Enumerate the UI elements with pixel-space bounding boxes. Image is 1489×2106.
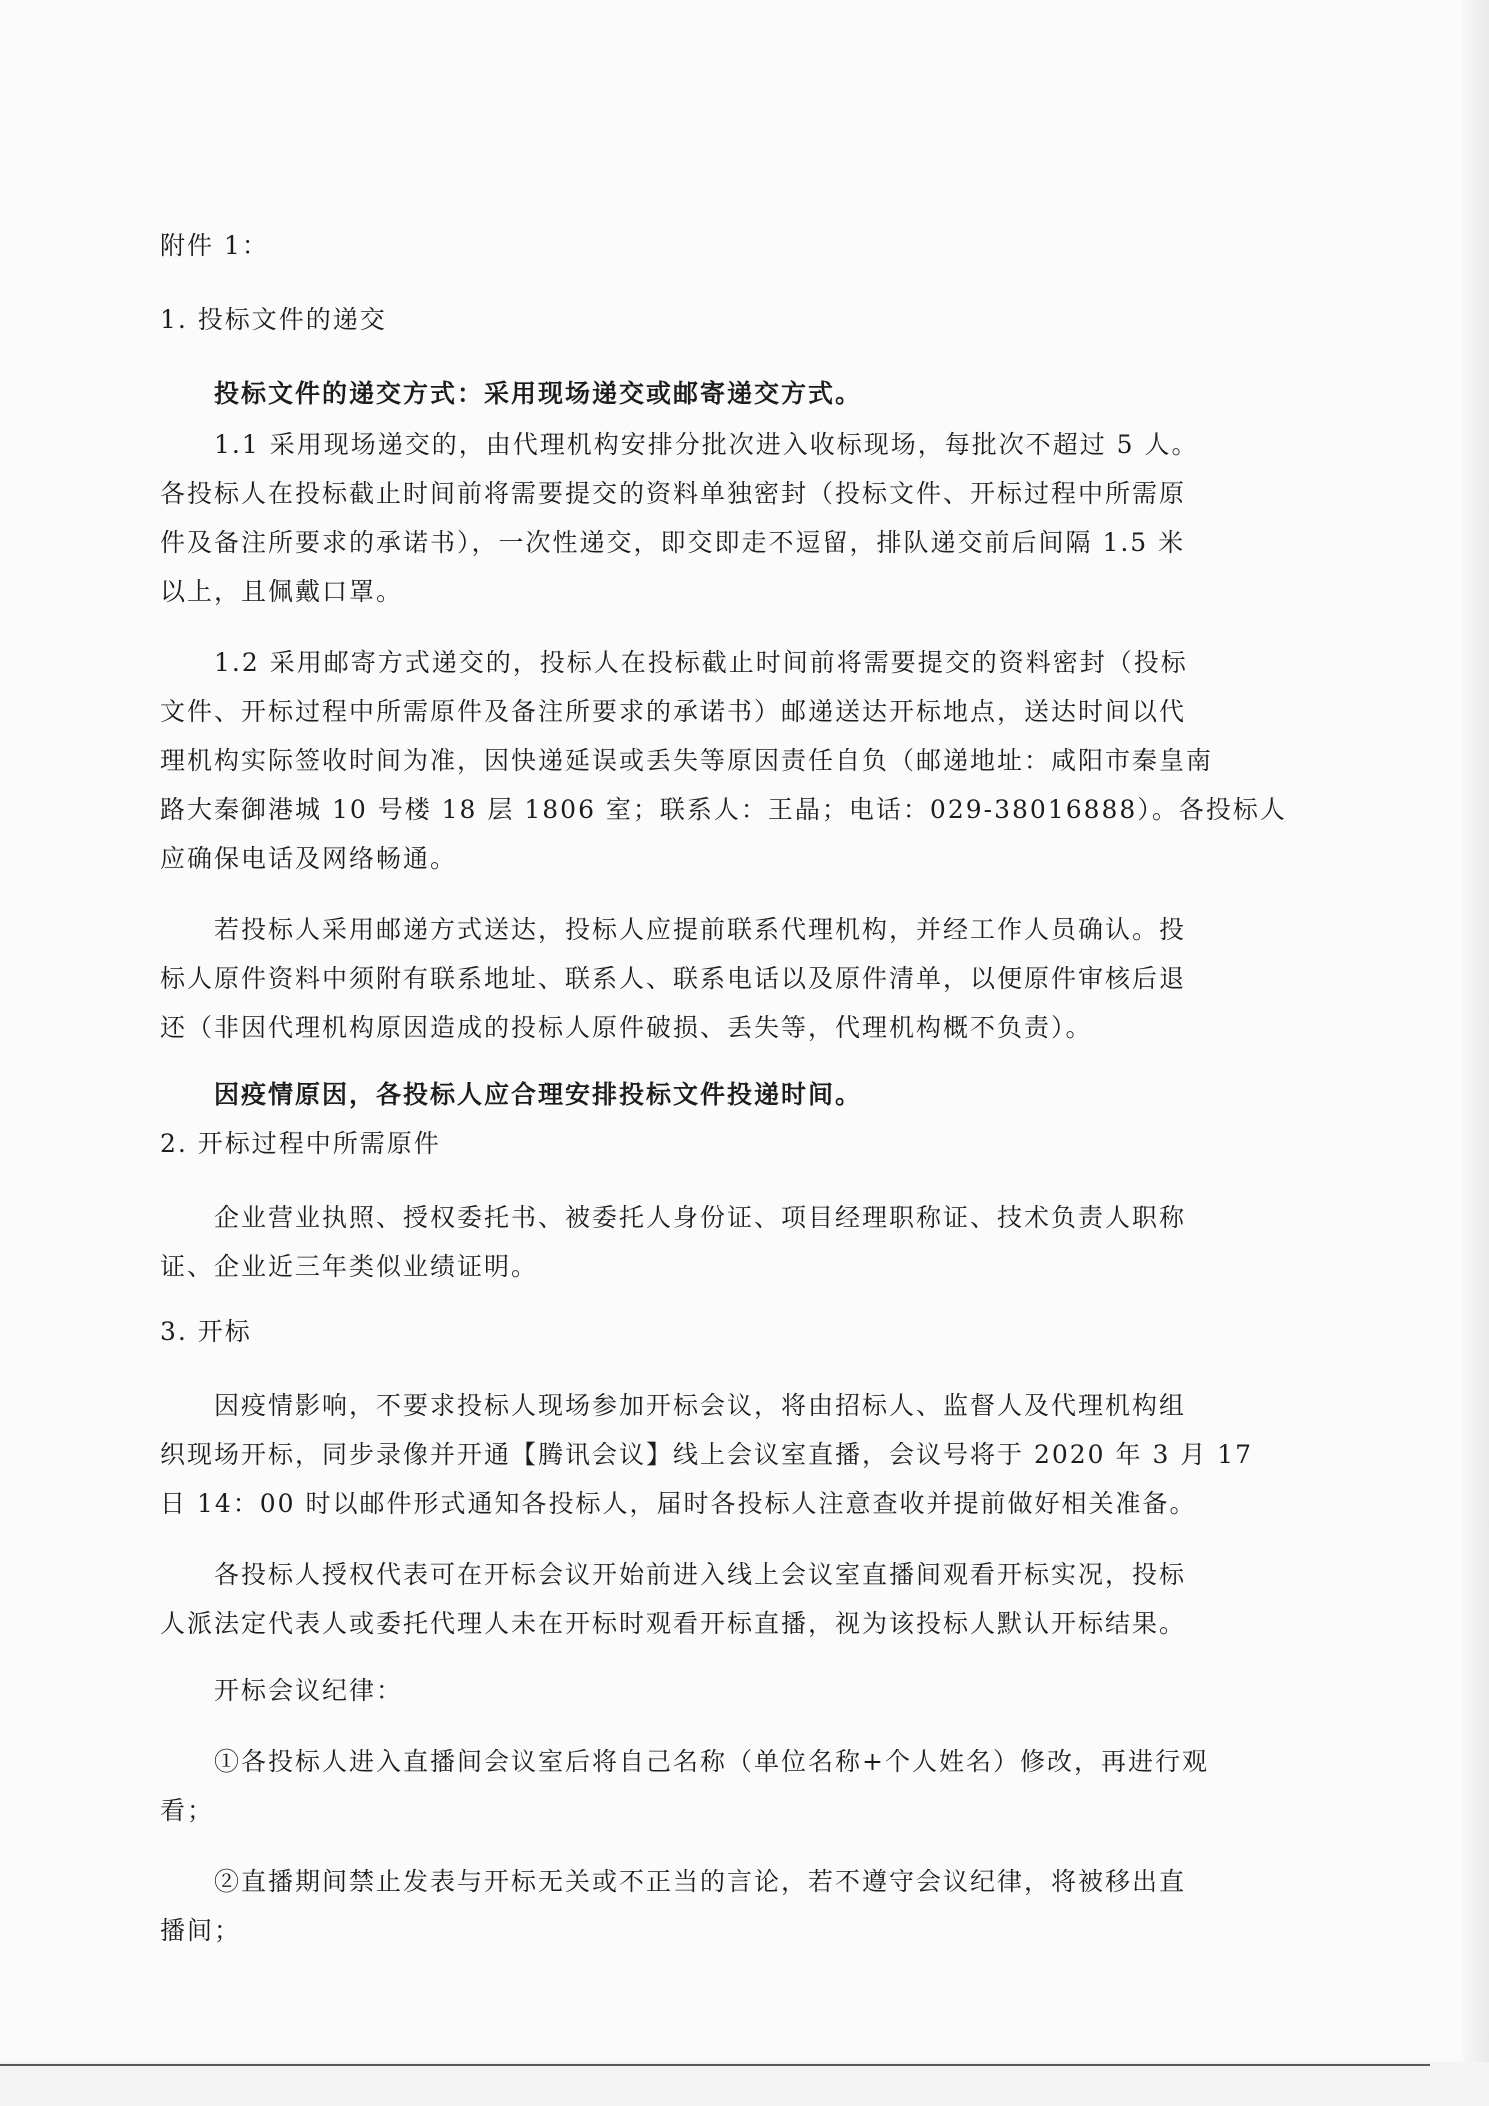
paragraph-line: 看； (160, 1796, 215, 1825)
paragraph-line: 1.1 采用现场递交的，由代理机构安排分批次进入收标现场，每批次不超过 5 人。 (214, 430, 1199, 459)
scan-bottom-line (0, 2064, 1430, 2066)
scan-edge-bottom (0, 2062, 1489, 2106)
paragraph-line: ①各投标人进入直播间会议室后将自己名称（单位名称+个人姓名）修改，再进行观 (214, 1747, 1209, 1776)
section-3-heading: 3. 开标 (160, 1317, 252, 1346)
paragraph-line: 应确保电话及网络畅通。 (160, 844, 458, 873)
paragraph-line: 各投标人授权代表可在开标会议开始前进入线上会议室直播间观看开标实况，投标 (214, 1560, 1187, 1589)
attachment-title: 附件 1： (160, 231, 269, 260)
delivery-method: 投标文件的递交方式：采用现场递交或邮寄递交方式。 (214, 379, 863, 408)
rule-1 (160, 1737, 1245, 1835)
paragraph-line: 1.2 采用邮寄方式递交的，投标人在投标截止时间前将需要提交的资料密封（投标 (214, 648, 1188, 677)
paragraph-line: 文件、开标过程中所需原件及备注所要求的承诺书）邮递送达开标地点，送达时间以代 (160, 697, 1187, 726)
paragraph-line: 各投标人在投标截止时间前将需要提交的资料单独密封（投标文件、开标过程中所需原 (160, 479, 1187, 508)
paragraph-line: 日 14：00 时以邮件形式通知各投标人，届时各投标人注意查收并提前做好相关准备。 (160, 1489, 1197, 1518)
epidemic-notice: 因疫情原因，各投标人应合理安排投标文件投递时间。 (214, 1080, 863, 1109)
paragraph-line: 路大秦御港城 10 号楼 18 层 1806 室；联系人：王晶；电话：029-38016888）。各投标人 (160, 795, 1287, 824)
paragraph-line: ②直播期间禁止发表与开标无关或不正当的言论，若不遵守会议纪律，将被移出直 (214, 1867, 1187, 1896)
paragraph-mail-delivery (160, 905, 1245, 1052)
paragraph-live-viewing (160, 1550, 1245, 1648)
paragraph-line: 理机构实际签收时间为准，因快递延误或丢失等原因责任自负（邮递地址：咸阳市秦皇南 (160, 746, 1214, 775)
paragraph-1-2 (160, 638, 1287, 883)
section-2-heading: 2. 开标过程中所需原件 (160, 1129, 441, 1158)
paragraph-line: 证、企业近三年类似业绩证明。 (160, 1252, 539, 1281)
paragraph-line: 以上，且佩戴口罩。 (160, 577, 404, 606)
paragraph-line: 织现场开标，同步录像并开通【腾讯会议】线上会议室直播，会议号将于 2020 年 3 月 17 (160, 1440, 1254, 1469)
paragraph-line: 播间； (160, 1916, 242, 1945)
paragraph-line: 因疫情影响，不要求投标人现场参加开标会议，将由招标人、监督人及代理机构组 (214, 1391, 1187, 1420)
rule-2 (160, 1857, 1245, 1955)
paragraph-line: 企业营业执照、授权委托书、被委托人身份证、项目经理职称证、技术负责人职称 (214, 1203, 1187, 1232)
section-1-heading: 1. 投标文件的递交 (160, 305, 387, 334)
paragraph-1-1 (160, 420, 1245, 616)
paragraph-bid-opening (160, 1381, 1254, 1528)
paragraph-line: 人派法定代表人或委托代理人未在开标时观看开标直播，视为该投标人默认开标结果。 (160, 1609, 1187, 1638)
paragraph-line: 标人原件资料中须附有联系地址、联系人、联系电话以及原件清单，以便原件审核后退 (160, 964, 1187, 993)
document-body (160, 196, 1287, 1955)
paragraph-line: 件及备注所要求的承诺书），一次性递交，即交即走不逗留，排队递交前后间隔 1.5 米 (160, 528, 1186, 557)
meeting-rules-title: 开标会议纪律： (214, 1676, 404, 1705)
paragraph-line: 还（非因代理机构原因造成的投标人原件破损、丢失等，代理机构概不负责）。 (160, 1013, 1093, 1042)
scan-edge-right (1463, 0, 1489, 2106)
paragraph-required-originals (160, 1193, 1245, 1291)
paragraph-line: 若投标人采用邮递方式送达，投标人应提前联系代理机构，并经工作人员确认。投 (214, 915, 1187, 944)
